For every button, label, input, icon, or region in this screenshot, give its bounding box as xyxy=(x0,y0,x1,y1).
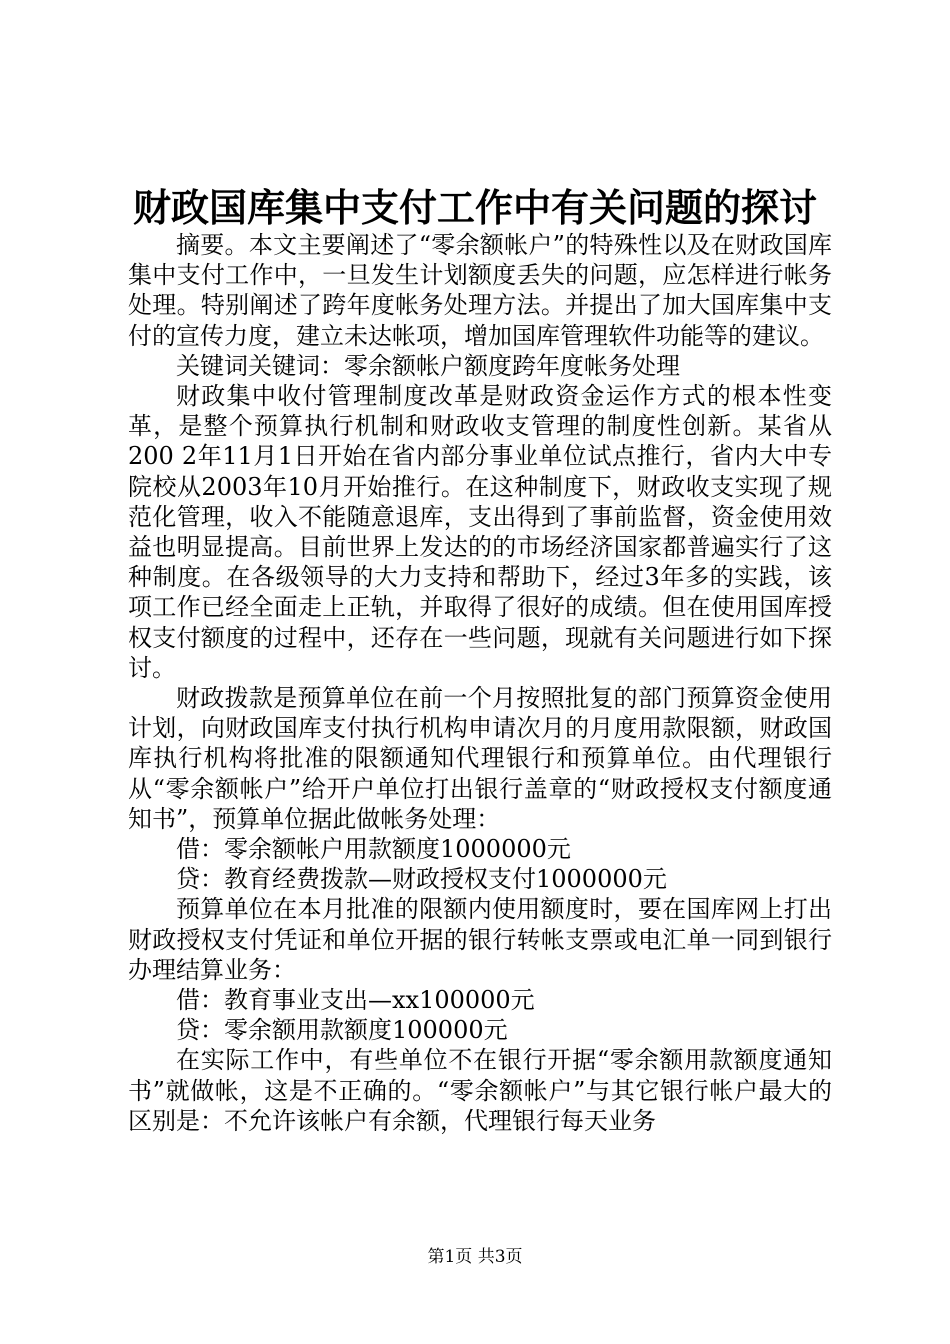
body-paragraph: 财政集中收付管理制度改革是财政资金运作方式的根本性变革，是整个预算执行机制和财政收支管理的制度性创新。某省从200 2年11月1日开始在省内部分事业单位试点推行，省内大中专院校从2003年10月开始推行。在这种制度下，财政收支实现了规范化管理，收入不能随意退库，支出得到了事前监督，资金使用效益也明显提高。目前世界上发达的的市场经济国家都普遍实行了这种制度。在各级领导的大力支持和帮助下，经过3年多的实践，该项工作已经全面走上正轨，并取得了很好的成绩。但在使用国库授权支付额度的过程中，还存在一些问题，现就有关问题进行如下探讨。 xyxy=(128,382,832,682)
abstract-paragraph: 摘要。本文主要阐述了“零余额帐户”的特殊性以及在财政国库集中支付工作中，一旦发生计划额度丢失的问题，应怎样进行帐务处理。特别阐述了跨年度帐务处理方法。并提出了加大国库集中支付的宣传力度，建立未达帐项，增加国库管理软件功能等的建议。 xyxy=(128,231,832,350)
document-title: 财政国库集中支付工作中有关问题的探讨 xyxy=(132,185,817,230)
keywords-paragraph: 关键词关键词：零余额帐户额度跨年度帐务处理 xyxy=(176,351,680,380)
body-paragraph: 预算单位在本月批准的限额内使用额度时，要在国库网上打出财政授权支付凭证和单位开据的银行转帐支票或电汇单一同到银行办理结算业务： xyxy=(128,895,832,984)
journal-entry-credit: 贷：教育经费拨款—财政授权支付1000000元 xyxy=(176,865,667,894)
journal-entry-debit: 借：零余额帐户用款额度1000000元 xyxy=(176,835,571,864)
journal-entry-debit: 借：教育事业支出—xx100000元 xyxy=(176,986,535,1015)
journal-entry-credit: 贷：零余额用款额度100000元 xyxy=(176,1016,508,1045)
body-paragraph: 财政拨款是预算单位在前一个月按照批复的部门预算资金使用计划，向财政国库支付执行机构申请次月的月度用款限额，财政国库执行机构将批准的限额通知代理银行和预算单位。由代理银行从“零余额帐户”给开户单位打出银行盖章的“财政授权支付额度通知书”，预算单位据此做帐务处理： xyxy=(128,684,832,833)
body-paragraph: 在实际工作中，有些单位不在银行开据“零余额用款额度通知书”就做帐，这是不正确的。“零余额帐户”与其它银行帐户最大的区别是：不允许该帐户有余额，代理银行每天业务 xyxy=(128,1046,832,1135)
page-footer: 第1页 共3页 xyxy=(427,1247,523,1267)
document-body xyxy=(128,230,832,1136)
